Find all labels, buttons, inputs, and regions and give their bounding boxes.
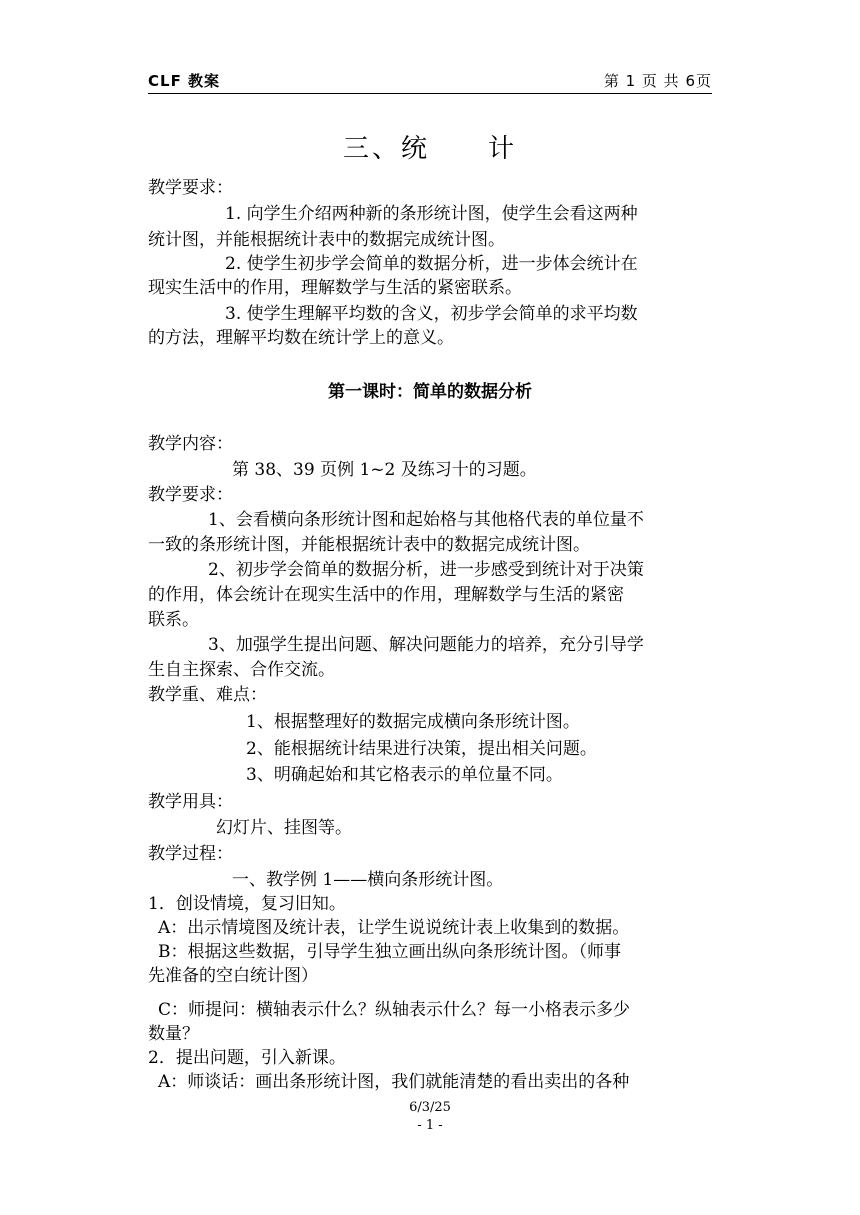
- text-line: 教学要求：: [148, 485, 233, 505]
- text-line: 1、会看横向条形统计图和起始格与其他格代表的单位量不: [208, 510, 644, 530]
- document-title: 三、统 计: [342, 134, 517, 164]
- footer-page-number: - 1 -: [417, 1118, 443, 1133]
- header-rule: [148, 93, 712, 94]
- text-line: 2、初步学会简单的数据分析，进一步感受到统计对于决策: [208, 560, 644, 580]
- text-line: 教学用具：: [148, 792, 233, 812]
- text-line: 3、加强学生提出问题、解决问题能力的培养，充分引导学: [208, 635, 644, 655]
- text-line: 一致的条形统计图，并能根据统计表中的数据完成统计图。: [148, 535, 590, 555]
- text-line: 1、根据整理好的数据完成横向条形统计图。: [246, 712, 580, 732]
- text-line: 生自主探索、合作交流。: [148, 660, 335, 680]
- text-line: 联系。: [148, 610, 199, 630]
- text-line: 2、能根据统计结果进行决策，提出相关问题。: [246, 739, 597, 759]
- text-line: 教学内容：: [148, 434, 233, 454]
- text-line: B：根据这些数据，引导学生独立画出纵向条形统计图。（师事: [158, 942, 621, 962]
- text-line: 的作用，体会统计在现实生活中的作用，理解数学与生活的紧密: [148, 585, 624, 605]
- text-line: 的方法，理解平均数在统计学上的意义。: [148, 328, 454, 348]
- text-line: 1．创设情境，复习旧知。: [148, 894, 346, 914]
- text-line: 2. 使学生初步学会简单的数据分析，进一步体会统计在: [225, 254, 638, 274]
- text-line: 教学要求：: [148, 178, 233, 198]
- text-line: 第 38、39 页例 1~2 及练习十的习题。: [232, 460, 537, 480]
- text-line: 1. 向学生介绍两种新的条形统计图，使学生会看这两种: [225, 204, 638, 224]
- text-line: 现实生活中的作用，理解数学与生活的紧密联系。: [148, 278, 522, 298]
- text-line: 教学过程：: [148, 844, 233, 864]
- footer-date: 6/3/25: [409, 1100, 451, 1115]
- lesson-heading: 第一课时：简单的数据分析: [328, 382, 532, 402]
- text-line: 数量？: [148, 1024, 199, 1044]
- text-line: 幻灯片、挂图等。: [216, 818, 352, 838]
- text-line: A：出示情境图及统计表，让学生说说统计表上收集到的数据。: [158, 918, 630, 938]
- page-header-right: 第 1 页 共 6页: [603, 72, 712, 90]
- page-header-left: CLF 教案: [148, 72, 221, 90]
- text-line: C：师提问：横轴表示什么？纵轴表示什么？每一小格表示多少: [158, 1000, 631, 1020]
- text-line: 教学重、难点：: [148, 685, 267, 705]
- text-line: 先准备的空白统计图）: [148, 966, 318, 986]
- text-line: 2．提出问题，引入新课。: [148, 1048, 346, 1068]
- text-line: 3、明确起始和其它格表示的单位量不同。: [246, 765, 563, 785]
- text-line: 统计图，并能根据统计表中的数据完成统计图。: [148, 230, 505, 250]
- text-line: A：师谈话：画出条形统计图，我们就能清楚的看出卖出的各种: [158, 1072, 630, 1092]
- text-line: 一、教学例 1——横向条形统计图。: [232, 870, 504, 890]
- text-line: 3. 使学生理解平均数的含义，初步学会简单的求平均数: [225, 304, 638, 324]
